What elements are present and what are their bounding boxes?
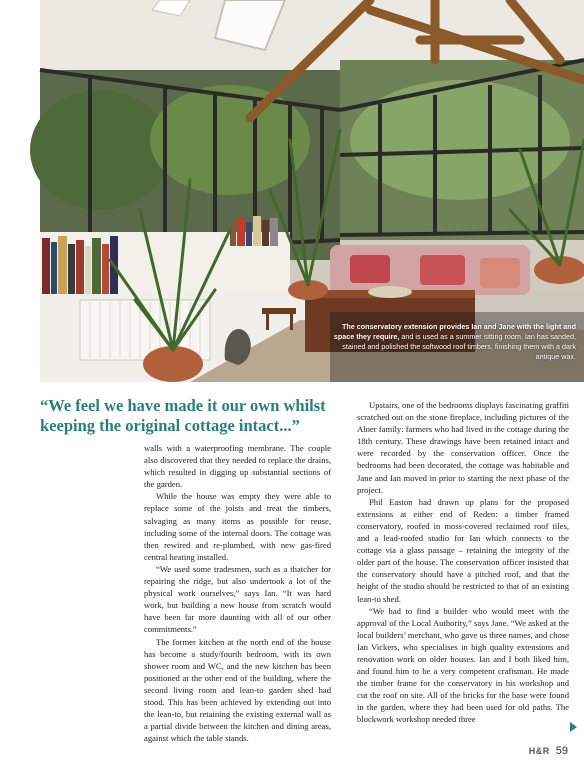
caption-bold: The conservatory extension provides Ian and Jane with the light and space they require, (333, 322, 576, 341)
right-column (357, 399, 569, 732)
paragraph: “We had to find a builder who would meet with the approval of the Local Authority,” says Jane. “We asked at the local builders’ merchant, who gave us three names, and chose Ian Vickers, who specialises in high quality extensions and renovation work on older houses. Ian and I both liked him, and found him to be a very competent craftsman. He made the timber frame for the conservatory in his workshop and cut the roof on site. All of the bricks for the base were found in the garden, where they had been used for old paths. The blockwork workshop needed three (357, 605, 569, 725)
paragraph: While the house was empty they were able to replace some of the joists and treat the timbers, salvaging as many items as possible for reuse, including some of the internal doors. The cottage was then rewired and re-plumbed, with new gas-fired central heating installed. (144, 491, 331, 562)
page-footer (529, 745, 568, 757)
paragraph: Phil Easton had drawn up plans for the proposed extensions at either end of Reden: a timber framed conservatory, roofed in moss-covered reclaimed roof tiles, and a lead-roofed studio for Ian which connects to the cottage via a glass passage – retaining the integrity of the older part of the house. The conservation officer insisted that the conservatory should have a pitched roof, and that the height of the studio should be restricted to that of an existing lean-to shed. (357, 496, 569, 604)
continue-arrow-icon (570, 722, 577, 732)
caption-text: and is used as a summer sitting room. Ian has sanded, stained and polished the softwood roof timbers, finishing them with a dark antique wax. (342, 332, 576, 361)
pull-quote: “We feel we have made it our own whilst keeping the original cottage intact...” (40, 396, 326, 435)
photo-caption (326, 322, 576, 362)
magazine-logo: H&R (528, 746, 550, 756)
paragraph: walls with a waterproofing membrane. The couple also discovered that they needed to replace the drains, which resulted in digging up substantial sections of the garden. (144, 443, 331, 490)
page-number: 59 (555, 745, 568, 757)
conservatory-photo (40, 0, 584, 382)
middle-column (144, 442, 331, 744)
paragraph: “We used some tradesmen, such as a thatcher for repairing the ridge, but also undertook a lot of the physical work ourselves,” says Ian. “It was hard work, but building a new house from scratch would have been far more daunting with all of our other commitments.” (144, 563, 331, 635)
paragraph: The former kitchen at the north end of the house has become a study/fourth bedroom, with its own shower room and WC, and the new kitchen has been positioned at the other end of the building, where the second living room and lean-to garden shed had stood. This has been achieved by extending out into the lean-to, but retaining the existing external wall as a partial divide between the kitchen and dining areas, against which the table stands. (144, 636, 331, 744)
paragraph: Upstairs, one of the bedrooms displays fascinating graffiti scratched out on the stone fireplace, including pictures of the Alner family: farmers who had lived in the cottage during the 18th century. These drawings have been retained intact and were recorded by the conservation officer. Once the bedrooms had been decorated, the cottage was habitable and Jane and Ian moved in prior to starting the next phase of the project. (357, 400, 569, 495)
